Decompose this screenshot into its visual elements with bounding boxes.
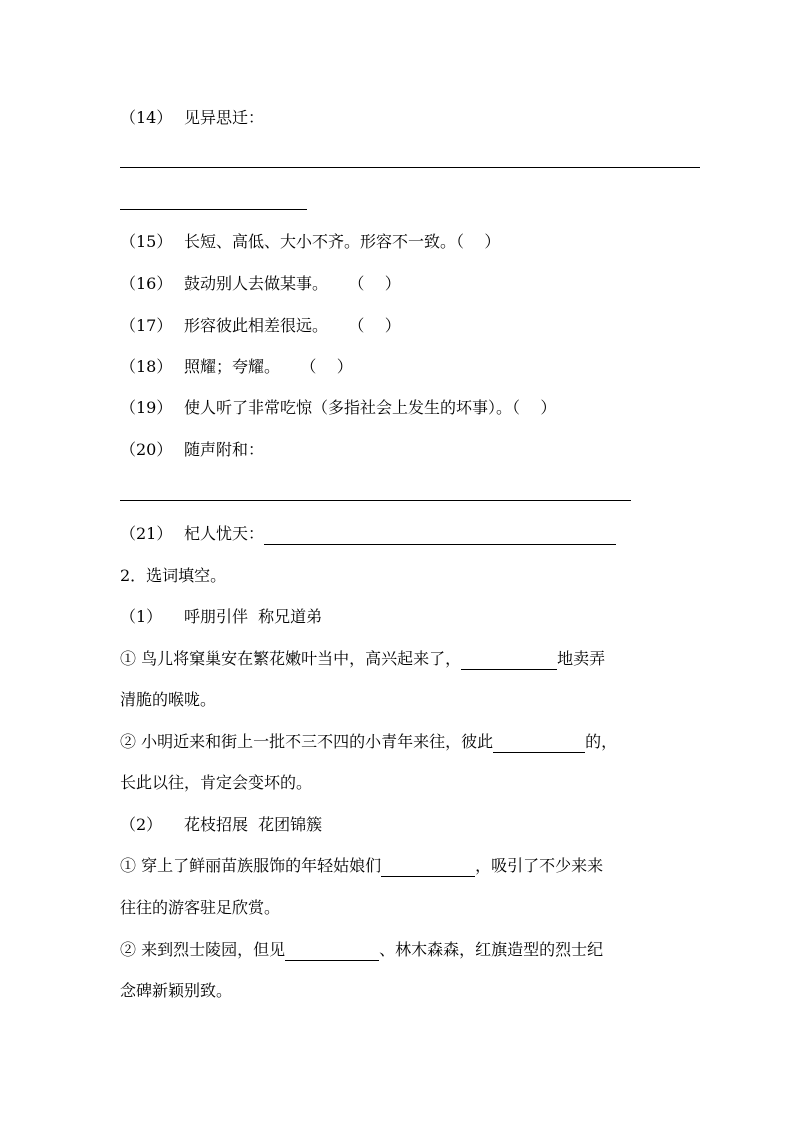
word-choices: 花枝招展 花团锦簇	[184, 815, 323, 834]
answer-line[interactable]	[120, 500, 631, 501]
item-number: （17）	[120, 316, 173, 335]
question-text: ② 小明近来和街上一批不三不四的小青年来往，彼此	[120, 732, 494, 751]
item-text: 形容彼此相差很远。 （ ）	[184, 316, 401, 335]
item-20	[120, 439, 264, 461]
item-number: （14）	[120, 108, 173, 127]
answer-line[interactable]	[120, 209, 307, 210]
question-line	[120, 731, 617, 753]
word-group-1	[120, 606, 322, 628]
item-18	[120, 356, 353, 378]
group-label: （1）	[120, 607, 163, 626]
word-group-2	[120, 814, 322, 836]
item-19	[120, 397, 556, 419]
answer-blank[interactable]	[285, 942, 379, 961]
question-line: 往往的游客驻足欣赏。	[120, 898, 281, 917]
item-text: 鼓动别人去做某事。 （ ）	[184, 274, 401, 293]
answer-blank[interactable]	[461, 651, 557, 670]
item-14	[120, 107, 264, 129]
item-number: （19）	[120, 398, 173, 417]
item-15	[120, 231, 500, 253]
item-16	[120, 273, 401, 295]
item-text: 随声附和：	[184, 440, 265, 459]
question-text: 的，	[585, 732, 618, 751]
item-number: （16）	[120, 274, 173, 293]
answer-line[interactable]	[120, 167, 700, 168]
item-17	[120, 315, 401, 337]
item-21	[120, 523, 616, 545]
question-text: ① 鸟儿将窠巢安在繁花嫩叶当中，高兴起来了，	[120, 649, 462, 668]
item-number: （18）	[120, 357, 173, 376]
answer-blank[interactable]	[493, 734, 585, 753]
question-text: ① 穿上了鲜丽苗族服饰的年轻姑娘们	[120, 856, 382, 875]
item-text: 杞人忧天：	[184, 524, 265, 543]
item-text: 使人听了非常吃惊（多指社会上发生的坏事）。（ ）	[184, 398, 557, 417]
word-choices: 呼朋引伴 称兄道弟	[184, 607, 323, 626]
question-line: 清脆的喉咙。	[120, 690, 217, 709]
item-number: （15）	[120, 232, 173, 251]
question-line	[120, 939, 603, 961]
item-text: 长短、高低、大小不齐。形容不一致。（ ）	[184, 232, 501, 251]
group-label: （2）	[120, 815, 163, 834]
item-text: 照耀；夸耀。 （ ）	[184, 357, 353, 376]
question-text: 地卖弄	[557, 649, 606, 668]
item-text: 见异思迁：	[184, 108, 265, 127]
question-line: 念碑新颖别致。	[120, 981, 233, 1000]
question-line	[120, 648, 605, 670]
question-text: ② 来到烈士陵园，但见	[120, 940, 286, 959]
item-number: （20）	[120, 440, 173, 459]
question-text: ，吸引了不少来来	[475, 856, 604, 875]
question-line	[120, 855, 603, 877]
section-title: 2．选词填空。	[120, 566, 227, 585]
question-line: 长此以往，肯定会变坏的。	[120, 773, 313, 792]
answer-blank[interactable]	[264, 526, 616, 545]
answer-blank[interactable]	[381, 858, 475, 877]
question-text: 、林木森森，红旗造型的烈士纪	[379, 940, 604, 959]
item-number: （21）	[120, 524, 173, 543]
